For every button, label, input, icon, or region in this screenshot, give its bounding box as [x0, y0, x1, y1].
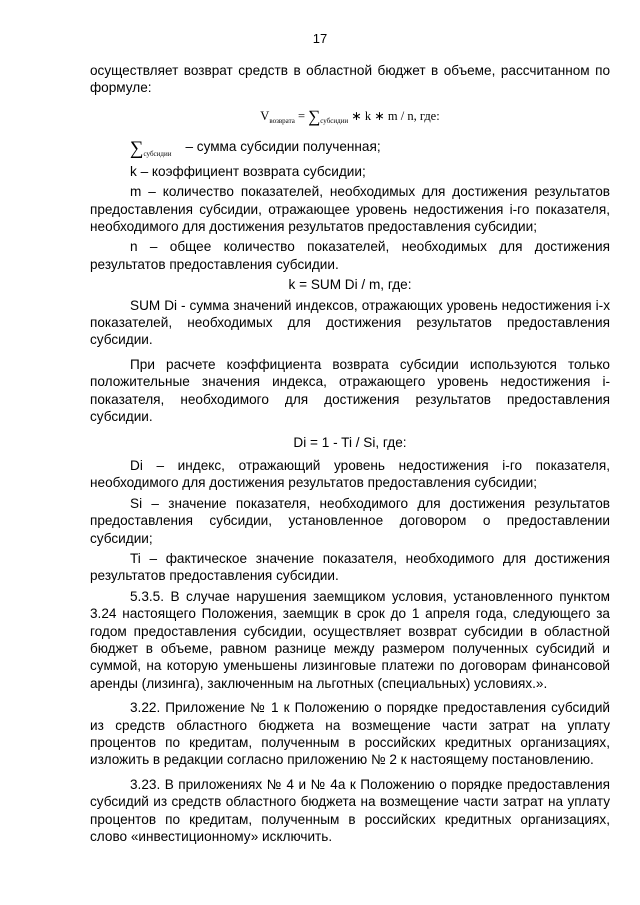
paragraph-calc: При расчете коэффициента возврата субсидии используются только положительные значения индекса, отражающего уровень недостижения i-показателя, необходимого для достижения результатов предоставления субсидии.	[90, 356, 610, 425]
paragraph-m: m – количество показателей, необходимых для достижения результатов предоставления субсидии, отражающее уровень недостижения i-го показателя, необходимого для достижения результатов предоставления субсидии;	[90, 184, 610, 235]
formula-sigma: ∑	[308, 106, 321, 126]
document-body	[90, 62, 610, 845]
paragraph-si: Si – значение показателя, необходимого для достижения результатов предоставления субсидии, установленное договором о предоставлении субсидии;	[90, 495, 610, 546]
formula-v: V	[260, 108, 270, 123]
formula-di: Di = 1 - Ti / Si, где:	[293, 434, 407, 450]
paragraph-sum-di: SUM Di - сумма значений индексов, отражающих уровень недостижения i-х показателей, необходимых для достижения результатов предоставления субсидии.	[90, 297, 610, 348]
paragraph-intro: осуществляет возврат средств в областной бюджет в объеме, рассчитанном по формуле:	[90, 63, 610, 96]
formula-sigma-sub: субсидии	[320, 116, 349, 125]
sum-definition	[130, 133, 610, 161]
paragraph-ti: Ti – фактическое значение показателя, необходимого для достижения результатов предоставления субсидии.	[90, 550, 610, 584]
sum-sigma-sub: субсидии	[143, 149, 172, 158]
paragraph-di: Di – индекс, отражающий уровень недостижения i-го показателя, необходимого для достижения результатов предоставления субсидии;	[90, 457, 610, 491]
paragraph-n: n – общее количество показателей, необходимых для достижения результатов предоставления субсидии.	[90, 239, 610, 272]
formula-v-sub: возврата	[269, 116, 295, 125]
paragraph-5-3-5: 5.3.5. В случае нарушения заемщиком условия, установленного пунктом 3.24 настоящего Положения, заемщик в срок до 1 апреля года, следующего за годом предоставления субсидии, осуществляет возврат субсидии в областной бюджет в объеме, равном разнице между размером полученных субсидий и суммой, на которую уменьшены лизинговые платежи по договорам финансовой аренды (лизинга), заключенным на льготных (специальных) условиях.».	[90, 588, 610, 691]
page-number: 17	[312, 31, 328, 46]
paragraph-3-23: 3.23. В приложениях № 4 и № 4а к Положению о порядке предоставления субсидий из средств областного бюджета на возмещение части затрат на уплату процентов по кредитам, полученным в российских кредитных организациях, слово «инвестиционному» исключить.	[90, 776, 610, 845]
paragraph-3-22: 3.22. Приложение № 1 к Положению о порядке предоставления субсидий из средств областного бюджета на возмещение части затрат на уплату процентов по кредитам, полученным в российских кредитных организациях, изложить в редакции согласно приложению № 2 к настоящему постановлению.	[90, 700, 610, 768]
sum-sigma: ∑	[130, 137, 144, 159]
formula-eq: =	[294, 108, 309, 123]
formula-main	[90, 105, 610, 127]
paragraph-k: k – коэффициент возврата субсидии;	[130, 163, 366, 179]
formula-k: k = SUM Di / m, где:	[288, 277, 412, 293]
formula-rest: ∗ k ∗ m / n, где:	[348, 108, 440, 123]
sum-definition-text: – сумма субсидии полученная;	[185, 138, 381, 154]
